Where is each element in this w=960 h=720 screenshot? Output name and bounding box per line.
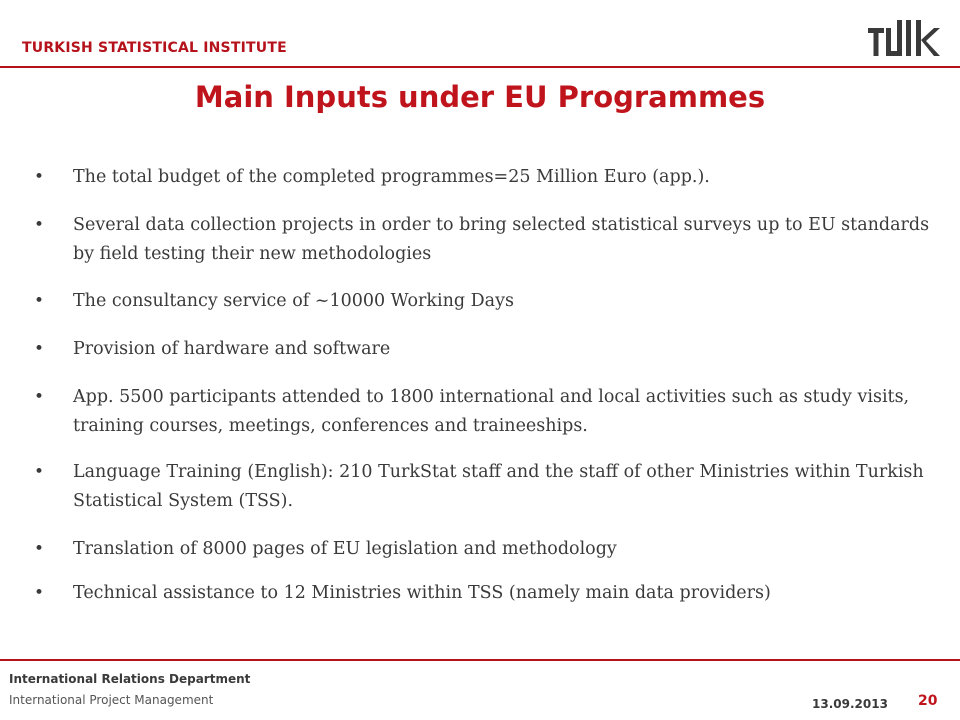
bullet-icon: • (34, 539, 45, 559)
bullet-text: App. 5500 participants attended to 1800 international and local activities such as study visits, training courses, meetings, conferences and traineeships. (73, 387, 910, 436)
bullet-item (30, 335, 943, 364)
header-divider (0, 66, 960, 68)
footer-department: International Relations Department (9, 672, 251, 686)
slide-title: Main Inputs under EU Programmes (194, 80, 766, 114)
bullet-text: Language Training (English): 210 TurkStat staff and the staff of other Ministries within Turkish Statistical System (TSS). (73, 462, 924, 511)
bullet-icon: • (34, 583, 45, 603)
footer-divider (0, 659, 960, 661)
bullet-item (30, 535, 943, 564)
bullet-icon: • (34, 167, 45, 187)
bullet-text: Several data collection projects in order to bring selected statistical surveys up to EU standards by field testing their new methodologies (73, 215, 930, 264)
bullet-icon: • (34, 387, 45, 407)
organization-name: TURKISH STATISTICAL INSTITUTE (22, 40, 287, 56)
bullet-item (30, 287, 943, 316)
footer-subtitle: International Project Management (9, 693, 214, 707)
bullet-text: Technical assistance to 12 Ministries within TSS (namely main data providers) (73, 583, 771, 603)
bullet-item (30, 163, 943, 192)
tuik-logo (868, 16, 940, 58)
bullet-icon: • (34, 291, 45, 311)
bullet-icon: • (34, 215, 45, 235)
footer-date: 13.09.2013 (812, 697, 888, 711)
bullet-text: Translation of 8000 pages of EU legislation and methodology (73, 539, 617, 559)
bullet-item (30, 458, 943, 516)
bullet-text: Provision of hardware and software (73, 339, 391, 359)
bullet-text: The consultancy service of ~10000 Working Days (73, 291, 514, 311)
bullet-text: The total budget of the completed programmes=25 Million Euro (app.). (73, 167, 710, 187)
bullet-item (30, 579, 943, 608)
bullet-icon: • (34, 339, 45, 359)
page-number: 20 (918, 693, 938, 709)
bullet-item (30, 383, 943, 441)
bullet-icon: • (34, 462, 45, 482)
bullet-item (30, 211, 943, 269)
